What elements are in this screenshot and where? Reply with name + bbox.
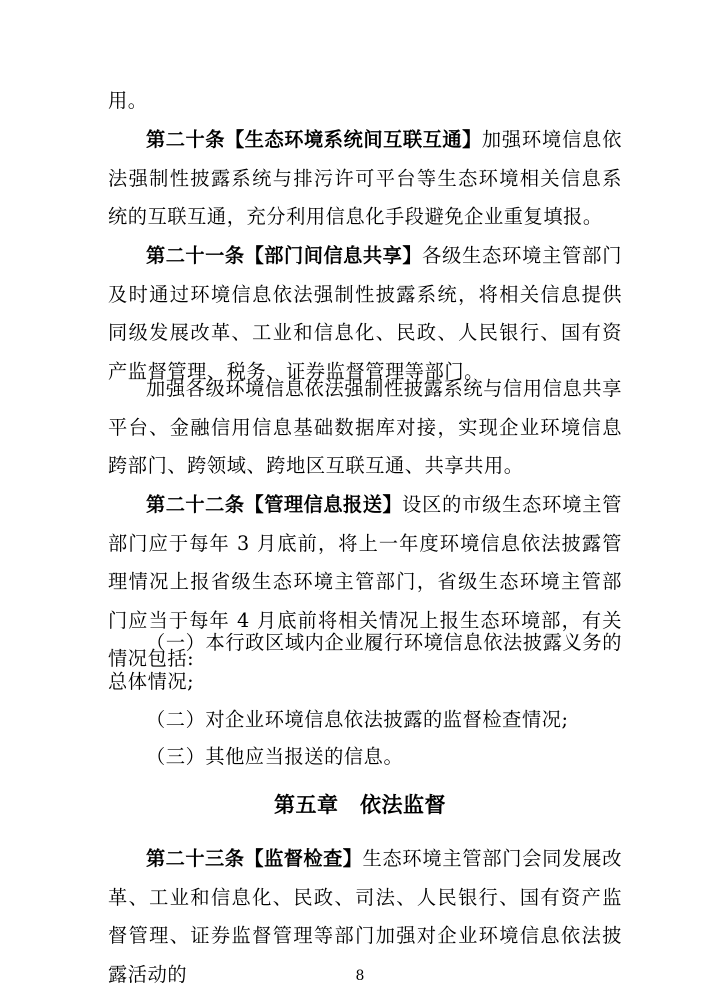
article-20 [108,121,622,237]
article-23-heading: 第二十三条【监督检查】 [146,847,363,870]
article-20-body: 加强环境信息依法强制性披露系统与排污许可平台等生态环境相关信息系统的互联互通，充分利用信息化手段避免企业重复填报。 [108,128,623,229]
article-21-paragraph-2: 加强各级环境信息依法强制性披露系统与信用信息共享平台、金融信用信息基础数据库对接，实现企业环境信息跨部门、跨领域、跨地区互联互通、共享共用。 [108,377,622,478]
article-22-heading: 第二十二条【管理信息报送】 [146,493,403,516]
page-number: 8 [355,968,365,984]
article-22-item-1: （一）本行政区域内企业履行环境信息依法披露义务的总体情况; [108,631,622,693]
article-22-item-3: （三）其他应当报送的信息。 [146,745,404,768]
article-22-body: 设区的市级生态环境主管部门应于每年 3 月底前，将上一年度环境信息依法披露管理情况上报省级生态环境主管部门，省级生态环境主管部门应当于每年 4 月底前将相关情况上报生态环境部，有关情况包括: [108,493,622,671]
article-22-item-2: （二）对企业环境信息依法披露的监督检查情况; [146,708,569,731]
article-20-heading: 第二十条【生态环境系统间互联互通】 [146,128,482,151]
chapter-heading: 第五章 依法监督 [274,793,446,817]
paragraph-fragment: 用。 [108,89,148,112]
article-23-body: 生态环境主管部门会同发展改革、工业和信息化、民政、司法、人民银行、国有资产监督管理、证券监督管理等部门加强对企业环境信息依法披露活动的 [108,847,622,986]
article-21-heading: 第二十一条【部门间信息共享】 [146,244,423,267]
article-21-body: 各级生态环境主管部门及时通过环境信息依法强制性披露系统，将相关信息提供同级发展改革、工业和信息化、民政、人民银行、国有资产监督管理、税务、证券监督管理等部门。 [108,244,623,383]
article-21 [108,237,622,391]
continued-text [108,82,622,121]
